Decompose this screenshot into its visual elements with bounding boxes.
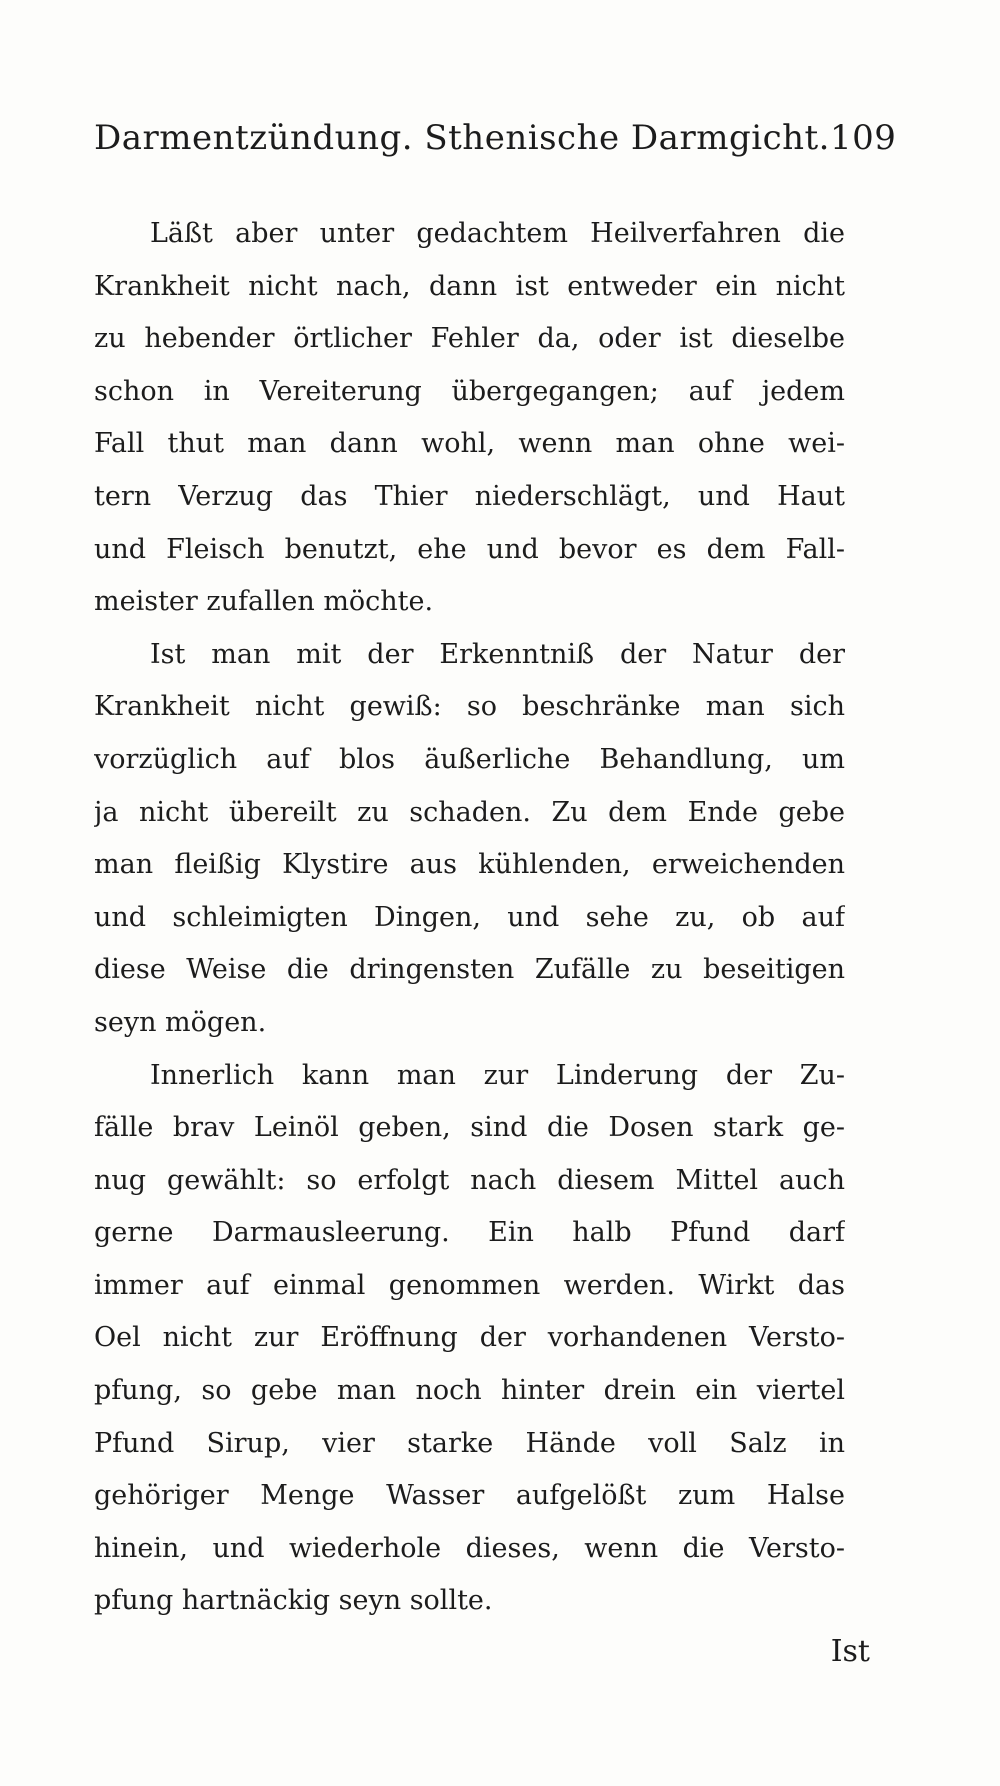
text-line: nug gewählt: so erfolgt nach diesem Mittel auch	[94, 1164, 845, 1196]
text-line: tern Verzug das Thier niederschlägt, und Haut	[94, 480, 845, 512]
text-line: Ist man mit der Erkenntniß der Natur der	[150, 638, 845, 670]
page-number: 109	[830, 118, 897, 158]
text-line: pfung hartnäckig seyn sollte.	[94, 1585, 493, 1617]
text-line: seyn mögen.	[94, 1006, 267, 1038]
text-line: gehöriger Menge Wasser aufgelößt zum Halse	[94, 1480, 845, 1512]
paragraph-3	[94, 1050, 845, 1629]
page-header	[94, 118, 897, 184]
paragraph-1	[94, 208, 845, 629]
paragraph-2	[94, 629, 845, 1050]
text-line: diese Weise die dringensten Zufälle zu beseitigen	[94, 954, 845, 986]
text-line: und schleimigten Dingen, und sehe zu, ob auf	[94, 901, 845, 933]
text-line: fälle brav Leinöl geben, sind die Dosen stark ge-	[94, 1112, 845, 1144]
text-line: zu hebender örtlicher Fehler da, oder ist dieselbe	[94, 323, 845, 355]
text-line: meister zufallen möchte.	[94, 586, 434, 618]
running-title: Darmentzündung. Sthenische Darmgicht.	[94, 118, 830, 158]
text-line: und Fleisch benutzt, ehe und bevor es dem Fall-	[94, 533, 845, 565]
text-line: man fleißig Klystire aus kühlenden, erweichenden	[94, 849, 845, 881]
text-line: vorzüglich auf blos äußerliche Behandlung, um	[94, 743, 845, 775]
text-line: Fall thut man dann wohl, wenn man ohne wei-	[94, 428, 845, 460]
text-line: ja nicht übereilt zu schaden. Zu dem Ende gebe	[94, 796, 845, 828]
text-line: Krankheit nicht nach, dann ist entweder ein nicht	[94, 270, 845, 302]
text-line: immer auf einmal genommen werden. Wirkt das	[94, 1269, 845, 1301]
text-line: Läßt aber unter gedachtem Heilverfahren die	[150, 218, 845, 249]
text-line: hinein, und wiederhole dieses, wenn die Versto-	[94, 1532, 845, 1564]
catchword: Ist	[830, 1634, 870, 1669]
page-body	[94, 208, 845, 1628]
text-line: Krankheit nicht gewiß: so beschränke man sich	[94, 691, 845, 723]
text-line: Oel nicht zur Eröffnung der vorhandenen Versto-	[94, 1322, 845, 1354]
text-line: schon in Vereiterung übergegangen; auf jedem	[94, 375, 845, 407]
text-line: gerne Darmausleerung. Ein halb Pfund darf	[94, 1217, 845, 1249]
text-line: Pfund Sirup, vier starke Hände voll Salz in	[94, 1427, 845, 1459]
text-line: Innerlich kann man zur Linderung der Zu-	[150, 1059, 845, 1091]
text-line: pfung, so gebe man noch hinter drein ein viertel	[94, 1375, 845, 1407]
